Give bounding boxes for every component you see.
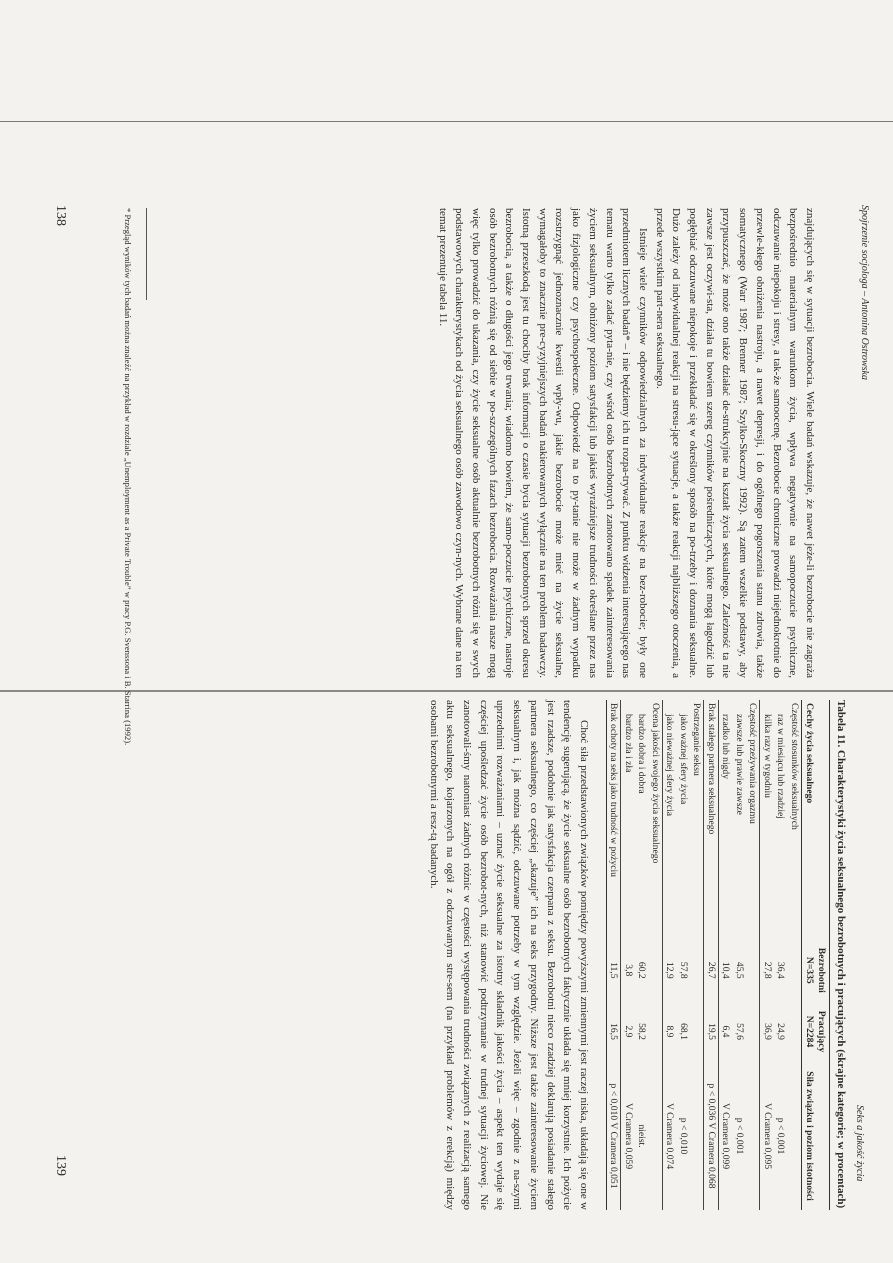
table-cell: 6,4 — [720, 1025, 732, 1038]
table-cell: 60,2 — [636, 961, 648, 979]
footnote: * Przegląd wyników tych badań można znaleźć na przykład w rozdziale „Unemployment as a Private Trouble” w pracy P.G. Svenssona i B. Starrina (1992). — [123, 208, 133, 746]
table-row — [704, 700, 719, 1210]
table-row — [677, 700, 691, 1210]
table-cell: 57,6 — [734, 1023, 745, 1040]
row-label: bardzo dobra i dobra — [636, 714, 648, 794]
table-cell — [788, 1062, 802, 1210]
table-cell — [746, 940, 760, 1001]
column-header: Siła związku i poziom istotności — [802, 1062, 830, 1210]
row-label: Częstość stosunków seksualnych — [788, 700, 802, 940]
table-cell: V Cramera 0,059 — [623, 1102, 634, 1170]
table-row — [635, 700, 649, 1210]
table-row — [690, 700, 704, 1210]
left-page-body — [434, 208, 818, 678]
row-label: Ocena jakości swojego życia seksualnego — [649, 700, 663, 940]
table-cell: 16,5 — [607, 1001, 622, 1062]
table-cell: nieist. — [636, 1124, 648, 1148]
table-row — [663, 700, 677, 1210]
footnote-rule — [146, 208, 147, 300]
table-cell: p < 0,036 V Cramera 0,068 — [704, 1062, 719, 1210]
table-cell — [788, 940, 802, 1001]
column-header: Pracujący N=2284 — [802, 1001, 830, 1062]
table-cell: p < 0,010 — [678, 1117, 689, 1155]
column-header: Bezrobotni N=335 — [802, 940, 830, 1001]
row-label: Częstość przeżywania orgazmu — [746, 700, 760, 940]
table-cell: 8,9 — [664, 1025, 676, 1038]
table-row — [621, 700, 635, 1210]
table-cell: 11,5 — [607, 940, 622, 1001]
table-row — [774, 700, 788, 1210]
table-cell: 2,9 — [623, 1025, 634, 1038]
page-fold-shadow — [0, 690, 893, 692]
table-cell: V Cramera 0,095 — [762, 1102, 773, 1170]
table-cell: 58,2 — [636, 1023, 648, 1040]
paragraph: znajdujących się w sytuacji bezrobocia. Wiele badań wskazuje, że nawet jeże-li bezrobocie nie zagraża bezpośrednio materialnym warunkom życia, wpływa negatywnie na samopoczucie psychiczne, odczuwanie niepokoju i stresy, a tak-że samoocenę. Bezrobocie chroniczne prowadzi niejednokrotnie do przewle-kłego obniżenia nastroju, a nawet depresji, i do ogólnego pogorszenia stanu zdrowia, także somatycznego (Warr 1987; Brenner 1987; Szylko-Skoczny 1992). Są zatem wszelkie podstawy, aby przypuszczać, że może ono także działać de-strukcyjnie na kształt życia seksualnego. Zależność ta nie zawsze jest oczywi-sta, działa tu bowiem szereg czynników pośredniczących, które mogą łagodzić lub pogłębiać odczuwane niepokoje i przekładać się w określony sposób na po-trzeby i doznania seksualne. Dużo zależy od indywidualnej reakcji na stresu-jące sytuacje, a także reakcji najbliższego otoczenia, a przede wszystkim part-nera seksualnego. — [653, 208, 816, 678]
table-row — [733, 700, 747, 1210]
table-cell: 12,9 — [664, 961, 676, 979]
row-label: jako nieważnej sfery życia — [664, 714, 676, 817]
page-fold-shadow — [0, 121, 893, 122]
row-label: raz w miesiącu lub rzadziej — [775, 714, 787, 819]
table-cell: 36,9 — [762, 1023, 773, 1040]
row-label: jako ważnej sfery życia — [678, 714, 689, 805]
row-label: kilka razy w tygodniu — [762, 714, 773, 798]
paragraph: Choć siła przedstawionych związków pomiędzy powyższymi zmiennymi jest raczej niska, układają się one w tendencję sugerującą, że życie seksualne osób bezrobotnych faktycznie układa się mniej korzystnie. Ich pożycie jest rzadsze, podobnie jak satysfakcja czerpana z seksu. Bezrobotni nieco rzadziej deklarują posiadanie stałego partnera seksualnego, co częściej „skazuje” ich na seks przygodny. Niższe jest także zainteresowanie życiem seksualnym i, jak można sądzić, odczuwane potrzeby w tym względzie. Jeżeli więc – zgodnie z na-szymi uprzednimi rozważaniami – uznać życie seksualne za istotny składnik jakości życia – aspekt ten wydaje się częściej upośledzać życie osób bezrobot-nych, niż stanowić podtrzymanie w trudnej sytuacji życiowej. Nie zanotowali-śmy natomiast żadnych różnic w częstości występowania trudności związanych z realizacją samego aktu seksualnego, kojarzonych na ogół z odczuwanym stre-sem (na przykład problemów z erekcją) między osobami bezrobotnymi a resz-tą badanych. — [427, 700, 590, 1210]
table-caption: Tabela 11. Charakterystyki życia seksualnego bezrobotnych i pracujących (skrajne kategorie; w procentach) — [835, 700, 847, 1209]
table-cell: p < 0,001 — [734, 1117, 745, 1155]
table-row — [607, 700, 622, 1210]
table-row — [760, 700, 774, 1210]
table-cell — [649, 1001, 663, 1062]
table-cell: V Cramera 0,074 — [664, 1102, 676, 1170]
table-row — [746, 700, 760, 1210]
paragraph: Istnieje wiele czynników odpowiedzialnych za indywidualne reakcje na bez-robocie; były one przedmiotem licznych badań* – i nie będziemy ich tu rozpa-trywać. Z punktu widzenia interesującego nas tematu warto tylko zadać pyta-nie, czy wśród osób bezrobotnych zanotowano spadek zainteresowania życiem seksualnym, obniżony poziom satysfakcji lub jakieś wyraźniejsze trudności określane przez nas jako fizjologiczne czy psychospołeczne. Odpowiedź na to py-tanie nie może w żadnym wypadku rozstrzygnąć jednoznacznie kwestii wpły-wu, jakie bezrobocie może mieć na życie seksualne, wymagałoby to znacznie pre-cyzyjniejszych badań nakierowanych wyłącznie na ten problem badawczy. Istotną przeszkodą jest tu chociby brak informacji o czasie bycia sytuacji bezrobotnych sprzed okresu bezrobocia, a także o długości jego trwania; wiadomo bowiem, że samo-poczucie psychiczne, nastroje osób bezrobotnych różnią się od siebie w po-szczególnych fazach bezrobocia. Rozważania nasze mogą więc tylko prowadzić do ukazania, czy życie seksualne osób aktualnie bezrobotnych różni się w swych podstawowych charakterystykach od życia seksualnego osób zawodowo czyn-nych. Wybrane dane na ten temat prezentuje tabela 11. — [436, 208, 649, 678]
table-cell — [746, 1062, 760, 1210]
table-row — [788, 700, 802, 1210]
column-header: Cechy życia seksualnego — [802, 700, 830, 940]
table-cell — [690, 1062, 704, 1210]
table-cell: 68,1 — [678, 1023, 689, 1040]
table-cell — [746, 1001, 760, 1062]
table-cell: p < 0,001 — [775, 1117, 787, 1155]
table-cell: V Cramera 0,099 — [720, 1102, 732, 1170]
table-cell: 24,9 — [775, 1023, 787, 1040]
table-cell: 10,4 — [720, 961, 732, 979]
table-cell: 36,4 — [775, 961, 787, 979]
right-page-body — [425, 700, 848, 1210]
running-header: Seks a jakość życia — [854, 1105, 865, 1182]
table-header-row — [802, 700, 830, 1210]
row-label: zawsze lub prawie zawsze — [734, 714, 745, 815]
row-label: Brak stałego partnera seksualnego — [704, 700, 719, 940]
table-block — [606, 700, 848, 1210]
table-cell: p < 0,010 V Cramera 0,051 — [607, 1062, 622, 1210]
table-row — [719, 700, 733, 1210]
page-number: 138 — [53, 205, 68, 226]
table-row — [649, 700, 663, 1210]
table-cell — [690, 940, 704, 1001]
data-table — [606, 700, 830, 1210]
table-cell — [649, 1062, 663, 1210]
table-cell: 3,8 — [623, 964, 634, 977]
table-cell — [690, 1001, 704, 1062]
table-cell: 45,5 — [734, 961, 745, 979]
page-number: 139 — [53, 1155, 68, 1176]
row-label: Brak ochoty na seks jako trudność w pożyciu — [607, 700, 622, 940]
table-cell: 19,5 — [704, 1001, 719, 1062]
row-label: bardzo zła i zła — [623, 714, 634, 773]
row-label: Postrzeganie seksu — [690, 700, 704, 940]
table-cell: 26,7 — [704, 940, 719, 1001]
table-cell — [649, 940, 663, 1001]
table-cell — [788, 1001, 802, 1062]
row-label: rzadko lub nigdy — [720, 714, 732, 780]
table-cell: 57,8 — [678, 961, 689, 979]
table-cell: 27,8 — [762, 961, 773, 979]
running-header: Spojrzenie socjologa – Antonina Ostrowska — [859, 205, 870, 380]
